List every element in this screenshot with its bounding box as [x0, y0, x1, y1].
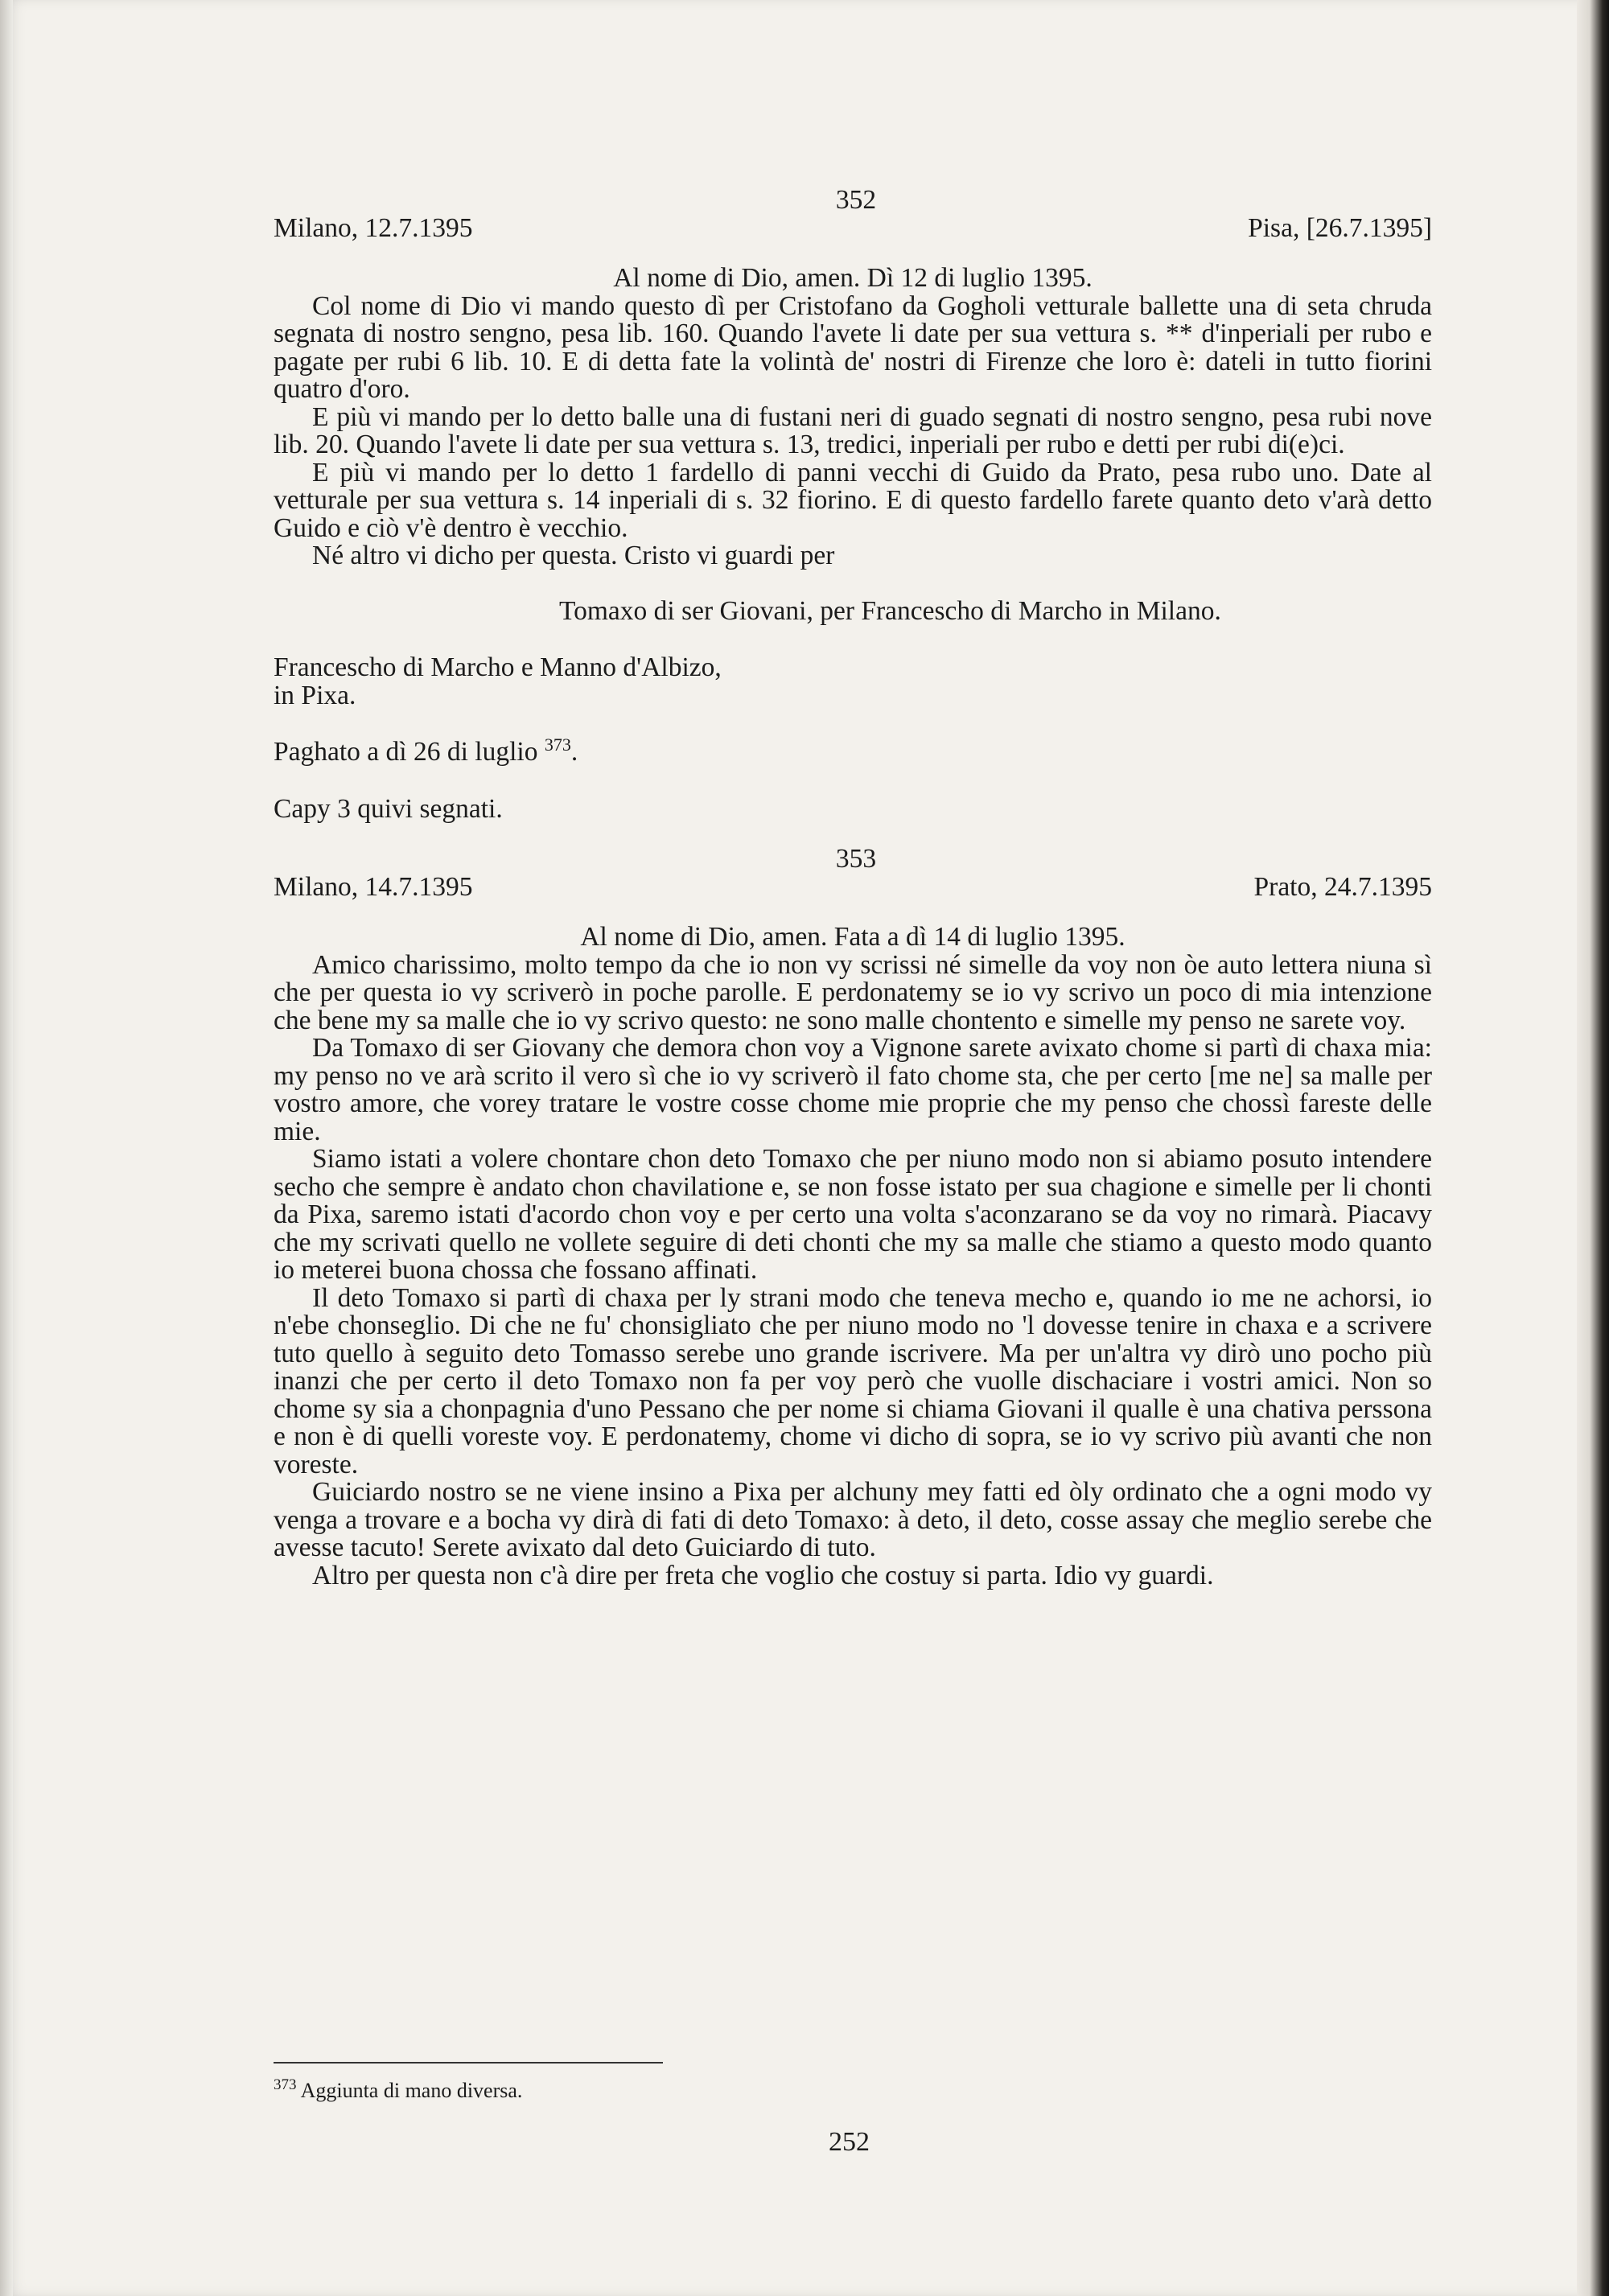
- recipient-address: [274, 654, 1432, 710]
- letter-paragraph: E più vi mando per lo detto balle una di fustani neri di guado segnati di nostro sengno, pesa rubi nove lib. 20. Quando l'avete li date per sua vettura s. 13, tredici, inperiali per rubo e detti per rubi di(e)ci.: [274, 401, 1432, 459]
- letter-signature: Tomaxo di ser Giovani, per Francescho di Marcho in Milano.: [559, 595, 1221, 626]
- letter-paragraph: Guiciardo nostro se ne viene insino a Pixa per alchuny mey fatti ed òly ordinato che a ogni modo vy venga a trovare e a bocha vy dirà di fati di deto Tomaxo: à deto, il deto, cosse assay che meglio serebe che avesse tacuto! Serete avixato dal deto Guiciardo di tuto.: [274, 1477, 1432, 1562]
- letter-paragraph: Col nome di Dio vi mando questo dì per Cristofano da Gogholi vetturale ballette una di seta chruda segnata di nostro sengno, pesa lib. 160. Quando l'avete li date per sua vettura s. ** d'inperiali per rubo e pagate per rubi 6 lib. 10. E di detta fate la volintà de' nostri di Firenze che loro è: dateli in tutto fiorini quatro d'oro.: [274, 290, 1432, 404]
- letter-origin: Milano, 14.7.1395: [274, 871, 473, 902]
- book-spine-edge: [1577, 0, 1609, 2296]
- letter-number: 353: [835, 844, 877, 874]
- recipient-address-line: Francescho di Marcho e Manno d'Albizo,: [274, 652, 722, 682]
- letter-opening: Al nome di Dio, amen. Fata a dì 14 di luglio 1395.: [580, 922, 1125, 952]
- footnote-text: Aggiunta di mano diversa.: [300, 2079, 523, 2102]
- letter-paragraph: E più vi mando per lo detto 1 fardello di panni vecchi di Guido da Prato, pesa rubo uno. Date al vetturale per sua vettura s. 14 inperiali di s. 32 fiorino. E di questo fardello farete quanto deto v'arà detto Guido e ciò v'è dentro è vecchio.: [274, 457, 1432, 543]
- page-left-edge: [0, 0, 13, 2296]
- letter-paragraph: Il deto Tomaxo si partì di chaxa per ly strani modo che teneva mecho e, quando io me ne achorsi, io n'ebe chonseglio. Di che ne fu' chonsigliato che per niuno modo no 'l dovesse tenire in chaxa e a scrivere tuto quello à seguito deto Tomasso serebe uno grande iscrivere. Ma per un'altra vy dirò uno pocho più inanzi che per certo il deto Tomaxo non fa per voy però che vuolle dischaciare i vostri amici. Non so chome sy sia a chonpagnia d'uno Pessano che per nome si chiama Giovani il qualle è una chativa perssona e non è di quelli voreste voy. E perdonatemy, chome vi dicho di sopra, se io vy scrivo più avanti che non voreste.: [274, 1282, 1432, 1479]
- footnote: [274, 2076, 523, 2103]
- recipient-address-line: in Pixa.: [274, 680, 356, 710]
- letter-number: 352: [835, 185, 877, 215]
- capy-note: Capy 3 quivi segnati.: [274, 793, 503, 824]
- letter-header: [274, 212, 1432, 243]
- letter-destination: Prato, 24.7.1395: [1253, 871, 1432, 902]
- footnote-divider: [274, 2062, 663, 2064]
- letter-opening: Al nome di Dio, amen. Dì 12 di luglio 1395.: [613, 263, 1093, 293]
- letter-destination: Pisa, [26.7.1395]: [1248, 212, 1432, 243]
- letter-paragraph: Da Tomaxo di ser Giovany che demora chon voy a Vignone sarete avixato chome si partì di chaxa mia: my penso no ve arà scrito il vero sì che io vy scriverò il fato chome sta, che per certo [me ne] sa malle per vostro amore, che vorey tratare le vostre cosse chome mie proprie che my penso che chossì fareste delle mie.: [274, 1033, 1432, 1146]
- letter-header: [274, 871, 1432, 902]
- letter-paragraph: Né altro vi dicho per questa. Cristo vi guardi per: [312, 541, 835, 570]
- letter-paragraph: Amico charissimo, molto tempo da che io non vy scrissi né simelle da voy non òe auto lettera niuna sì che per questa io vy scriverò in poche parolle. E perdonatemy se io vy scrivo un poco di mia intenzione che bene my sa malle che io vy scrivo questo: ne sono malle chontento e simelle my penso ne sarete voy.: [274, 949, 1432, 1035]
- letter-paragraph: Siamo istati a volere chontare chon deto Tomaxo che per niuno modo non si abiamo posuto intendere secho che sempre è andato chon chavilatione e, se non fosse istato per sua chagione e simelle per li chonti da Pixa, saremo istati d'acordo chon voy e per certo una volta s'aconzarano se da voy no rimarà. Piacavy che my scrivati quello ne vollete seguire di deti chonti che my sa malle che stiamo a questo modo quanto io meterei buona chossa che fossano affinati.: [274, 1144, 1432, 1285]
- page-number: 252: [829, 2127, 870, 2157]
- payment-note: Paghato a dì 26 di luglio $^{373}$.: [274, 734, 578, 767]
- footnote-number: 373: [274, 2076, 297, 2093]
- footnote-marker: 373: [544, 734, 571, 755]
- letter-paragraph: Altro per questa non c'à dire per freta che voglio che costuy si parta. Idio vy guardi.: [312, 1560, 1214, 1590]
- page-body: [274, 187, 1432, 1590]
- letter-origin: Milano, 12.7.1395: [274, 212, 473, 243]
